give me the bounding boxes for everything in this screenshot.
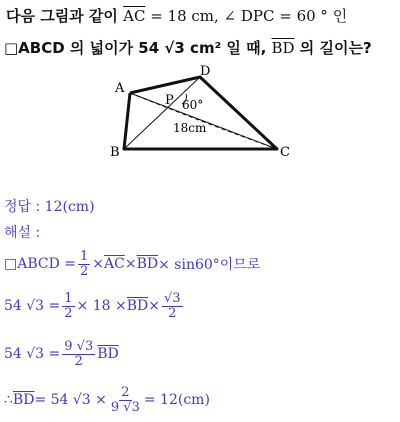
answer-line xyxy=(4,196,95,216)
vertex-c: C xyxy=(280,145,290,160)
s4-bd: $\overline{BD}$ xyxy=(12,392,35,409)
segment-bd: $\overline{BD}$ xyxy=(271,39,295,57)
solution-line-4: ∴ $\overline{BD}$ = 54 √3 × $\frac{2}{9 √3}$ = 12(cm) xyxy=(4,385,210,415)
solution-line-3: 54 √3 = $\frac{9 √3}{2}$ $\overline{BD}$ xyxy=(4,339,119,369)
s2-bd: $\overline{BD}$ xyxy=(126,298,149,315)
s1-prefix: □ABCD = xyxy=(4,256,77,273)
solution-label: 해설 : xyxy=(4,225,41,241)
vertex-b: B xyxy=(110,145,120,160)
length-label: 18cm xyxy=(173,121,207,135)
s1-half-fraction: $\frac{1}{2}$ xyxy=(80,249,89,279)
question-text-1b: = 18 cm, ∠ DPC = 60 ° 인 xyxy=(145,7,348,25)
s2-half-fraction: $\frac{1}{2}$ xyxy=(64,291,73,321)
solution-line-2: 54 √3 = $\frac{1}{2}$ × 18 × $\overline{BD}$ × $\frac{√3}{2}$ xyxy=(4,291,181,321)
angle-label: 60° xyxy=(182,98,204,112)
s1-ac: $\overline{AC}$ xyxy=(104,256,125,273)
s3-bd: $\overline{BD}$ xyxy=(97,346,119,363)
question-text-1a: 다음 그림과 같이 xyxy=(6,7,124,25)
quadrilateral-figure xyxy=(100,60,300,160)
s2-root-fraction: $\frac{√3}{2}$ xyxy=(164,291,181,321)
quadrilateral-outline xyxy=(124,77,277,149)
s1-bd: $\overline{BD}$ xyxy=(136,256,159,273)
answer-label: 정답 : xyxy=(4,199,45,215)
s3-fraction: $\frac{9 √3}{2}$ xyxy=(64,339,94,369)
s4-result: = 12(cm) xyxy=(143,392,210,409)
question-text-2a: □ABCD 의 넓이가 54 √3 cm² 일 때, xyxy=(4,39,272,57)
vertex-d: D xyxy=(200,64,211,79)
s4-fraction: $\frac{2}{9 √3}$ xyxy=(110,385,140,415)
segment-ac: $\overline{AC}$ xyxy=(123,7,146,25)
question-text-2b: 의 길이는? xyxy=(294,39,372,57)
question-line-2 xyxy=(4,37,372,58)
diagonal-bd xyxy=(124,77,200,149)
vertex-a: A xyxy=(115,81,125,96)
point-p: P xyxy=(165,93,174,108)
solution-line-1: □ABCD = $\frac{1}{2}$ × $\overline{AC}$ × $\overline{BD}$ × sin60°이므로 xyxy=(4,249,261,279)
answer-value: 12(cm) xyxy=(44,199,95,215)
question-line-1 xyxy=(6,5,347,26)
s1-suffix: × sin60°이므로 xyxy=(158,257,261,274)
